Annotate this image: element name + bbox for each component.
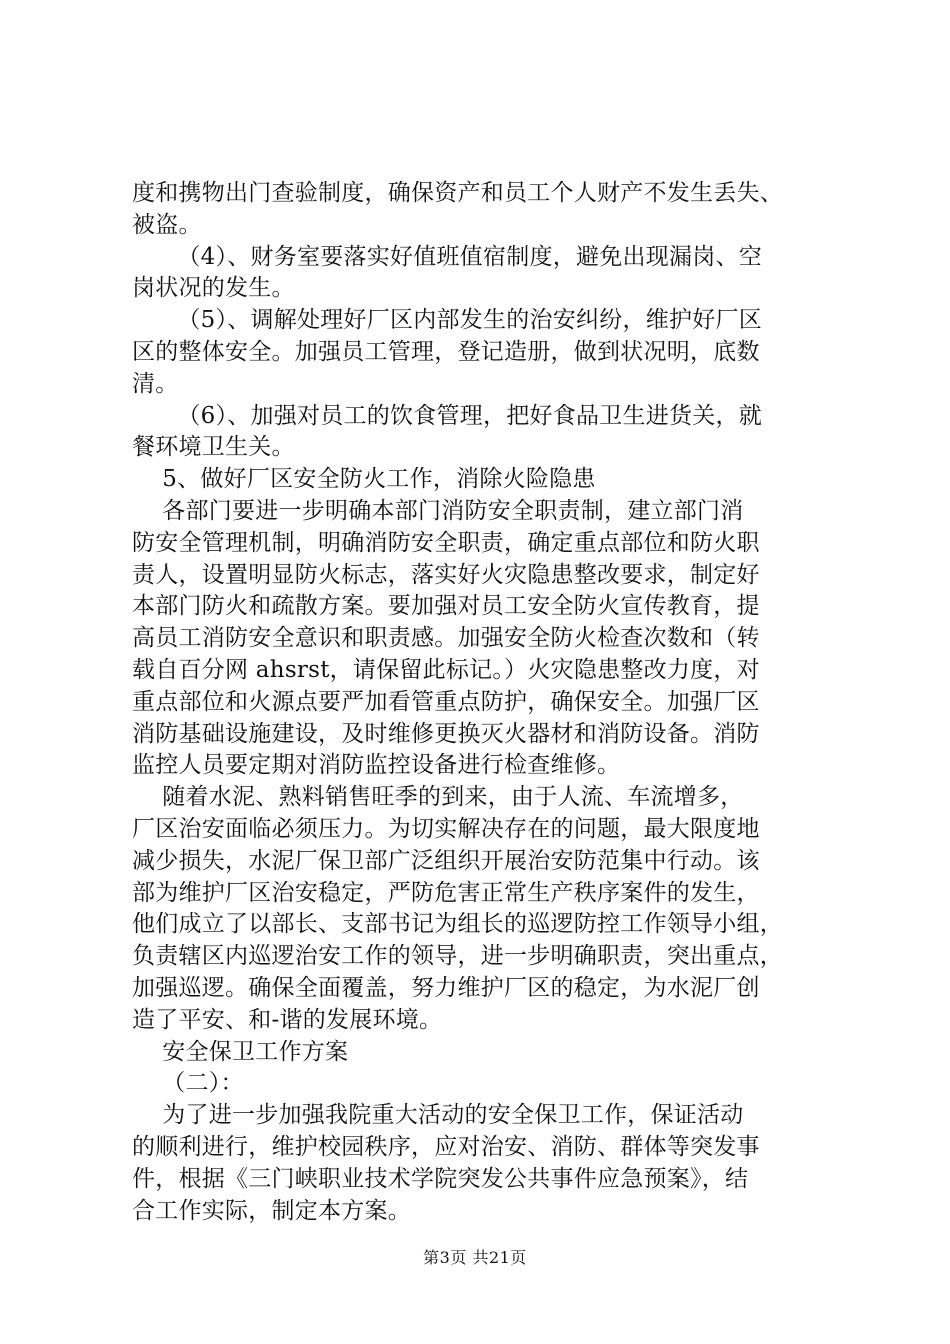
text-line: 区的整体安全。加强员工管理，登记造册，做到状况明，底数 — [132, 338, 760, 365]
text-line: 的顺利进行，维护校园秩序，应对治安、消防、群体等突发事 — [132, 1133, 760, 1160]
text-line: 部为维护厂区治安稳定，严防危害正常生产秩序案件的发生， — [132, 879, 760, 906]
text-line: 随着水泥、熟料销售旺季的到来，由于人流、车流增多， — [132, 784, 744, 811]
text-line: 5、做好厂区安全防火工作，消除火险隐患 — [132, 466, 596, 493]
text-line: 度和携物出门查验制度，确保资产和员工个人财产不发生丢失、 — [132, 180, 783, 206]
text-line: 被盗。 — [132, 211, 202, 238]
text-line: 防安全管理机制，明确消防安全职责，确定重点部位和防火职 — [132, 529, 760, 556]
page-footer: 第3页 共21页 — [423, 1248, 527, 1267]
text-line: （二）： — [132, 1070, 244, 1097]
text-line: （5）、调解处理好厂区内部发生的治安纠纷，维护好厂区 — [132, 307, 762, 334]
text-line: 重点部位和火源点要严加看管重点防护，确保安全。加强厂区 — [132, 688, 760, 715]
text-line: 减少损失，水泥厂保卫部广泛组织开展治安防范集中行动。该 — [132, 847, 760, 874]
text-line: （6）、加强对员工的饮食管理，把好食品卫生进货关，就 — [132, 402, 762, 429]
text-line: 件，根据《三门峡职业技术学院突发公共事件应急预案》，结 — [132, 1165, 749, 1192]
text-line: 他们成立了以部长、支部书记为组长的巡逻防控工作领导小组， — [132, 911, 783, 938]
text-line: 各部门要进一步明确本部门消防安全职责制，建立部门消 — [132, 497, 744, 524]
text-line: 为了进一步加强我院重大活动的安全保卫工作，保证活动 — [132, 1102, 744, 1129]
text-line: 清。 — [132, 370, 179, 397]
text-line: 监控人员要定期对消防监控设备进行检查维修。 — [132, 752, 621, 779]
text-line: 高员工消防安全意识和职责感。加强安全防火检查次数和（转 — [132, 625, 760, 652]
text-line: （4）、财务室要落实好值班值宿制度，避免出现漏岗、空 — [132, 243, 762, 270]
text-line: 餐环境卫生关。 — [132, 434, 295, 461]
text-line: 本部门防火和疏散方案。要加强对员工安全防火宣传教育，提 — [132, 593, 760, 620]
text-line: 责人，设置明显防火标志，落实好火灾隐患整改要求，制定好 — [132, 561, 760, 588]
text-line: 安全保卫工作方案 — [132, 1038, 349, 1065]
text-line: 岗状况的发生。 — [132, 275, 295, 302]
document-body — [132, 178, 832, 1227]
text-line: 厂区治安面临必须压力。为切实解决存在的问题，最大限度地 — [132, 815, 760, 842]
text-line: 消防基础设施建设，及时维修更换灭火器材和消防设备。消防 — [132, 720, 760, 747]
text-line: 负责辖区内巡逻治安工作的领导，进一步明确职责，突出重点， — [132, 943, 783, 970]
text-line: 造了平安、和-谐的发展环境。 — [132, 1006, 443, 1033]
text-line: 合工作实际，制定本方案。 — [132, 1197, 411, 1224]
text-line: 载自百分网 ahsrst，请保留此标记。）火灾隐患整改力度，对 — [132, 656, 760, 683]
text-line: 加强巡逻。确保全面覆盖，努力维护厂区的稳定，为水泥厂创 — [132, 974, 760, 1001]
